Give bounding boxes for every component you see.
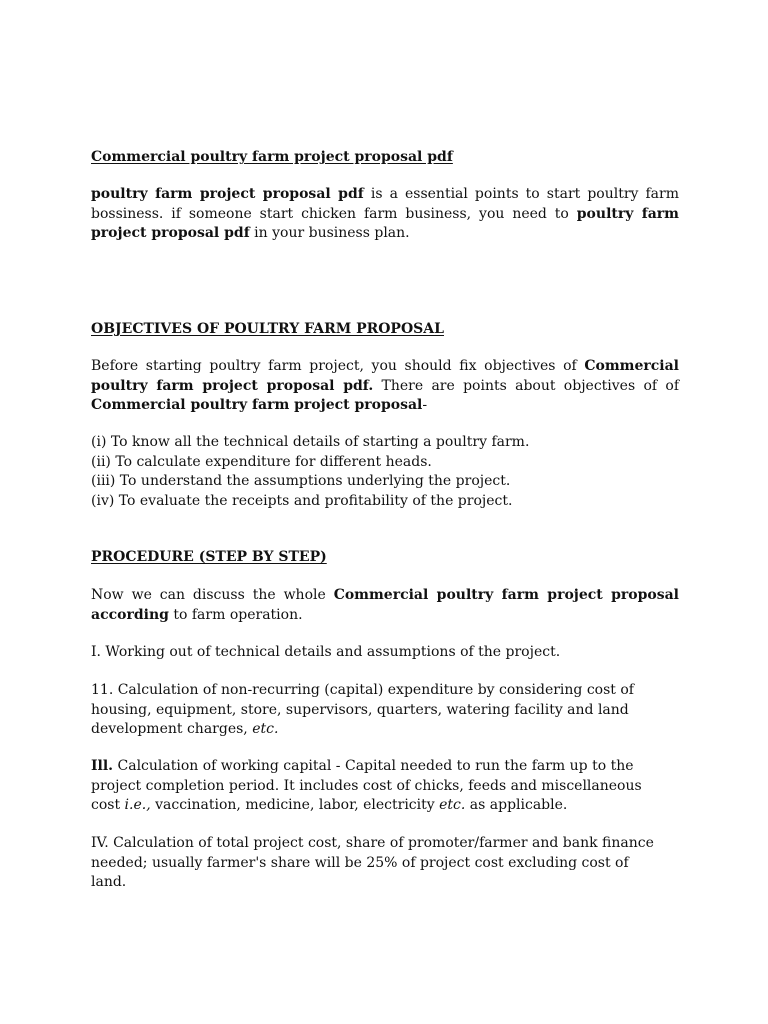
objectives-bold-2: Commercial poultry farm project proposal [91, 397, 423, 413]
step-2-line-2: housing, equipment, store, supervisors, quarters, watering facility and land [91, 701, 629, 718]
step-3-line-3-text-c: as applicable. [465, 797, 568, 813]
step-3-line-3-text-b: vaccination, medicine, labor, electricity [150, 797, 440, 813]
procedure-text-2: to farm operation. [168, 606, 303, 623]
step-3-line-3 [91, 796, 679, 816]
objectives-list [91, 433, 679, 511]
step-3-line-3-text-a: cost [91, 797, 125, 813]
step-3-line-2: project completion period. It includes cost of chicks, feeds and miscellaneous [91, 777, 642, 794]
intro-paragraph [91, 185, 679, 244]
step-3-line-3-italic-1: i.e., [124, 797, 151, 813]
intro-bold-1: poultry farm project proposal pdf [91, 186, 364, 202]
step-3-line-1-text: Calculation of working capital - Capital needed to run the farm up to the [113, 758, 634, 774]
objectives-paragraph [91, 357, 679, 416]
procedure-step-1: I. Working out of technical details and assumptions of the project. [91, 644, 561, 660]
objective-item: (ii) To calculate expenditure for different heads. [91, 453, 432, 470]
step-4-line-1: IV. Calculation of total project cost, share of promoter/farmer and bank finance [91, 835, 654, 851]
procedure-heading: PROCEDURE (STEP BY STEP) [91, 549, 327, 565]
objectives-text-3: - [422, 397, 428, 413]
step-2-line-3-text: development charges, [91, 721, 253, 737]
procedure-step-3 [91, 757, 679, 816]
intro-bold-2: poultry farm project proposal pdf [91, 205, 679, 241]
procedure-step-4 [91, 834, 679, 893]
objectives-text-2: There are points about objectives of of [373, 377, 679, 394]
step-3-line-3-italic-2: etc. [439, 797, 466, 813]
objective-item: (iii) To understand the assumptions underlying the project. [91, 473, 511, 489]
step-3-line-1 [91, 757, 679, 777]
step-4-line-2: needed; usually farmer's share will be 25% of project cost excluding cost of [91, 854, 629, 871]
step-2-line-3 [91, 720, 679, 740]
step-2-line-3-italic: etc. [252, 721, 279, 737]
procedure-intro-paragraph [91, 586, 679, 625]
procedure-step-2 [91, 681, 679, 740]
step-4-line-3: land. [91, 874, 127, 890]
objectives-heading: OBJECTIVES OF POULTRY FARM PROPOSAL [91, 321, 444, 337]
step-2-line-1: 11. Calculation of non-recurring (capital) expenditure by considering cost of [91, 682, 634, 698]
document-title: Commercial poultry farm project proposal pdf [91, 149, 453, 165]
objectives-text-1: Before starting poultry farm project, you should fix objectives of [91, 358, 585, 374]
step-3-number: Ill. [91, 758, 114, 774]
objectives-bold-1: Commercial poultry farm project proposal pdf. [91, 358, 679, 394]
objective-item: (iv) To evaluate the receipts and profitability of the project. [91, 492, 513, 509]
procedure-text-1: Now we can discuss the whole [91, 587, 334, 603]
procedure-bold-1: Commercial poultry farm project proposal according [91, 587, 680, 623]
intro-text-1: is a essential points to start poultry farm bossiness. if someone start chicken farm business, you need to [91, 186, 679, 222]
objective-item: (i) To know all the technical details of starting a poultry farm. [91, 434, 530, 450]
intro-text-2: in your business plan. [249, 225, 410, 241]
